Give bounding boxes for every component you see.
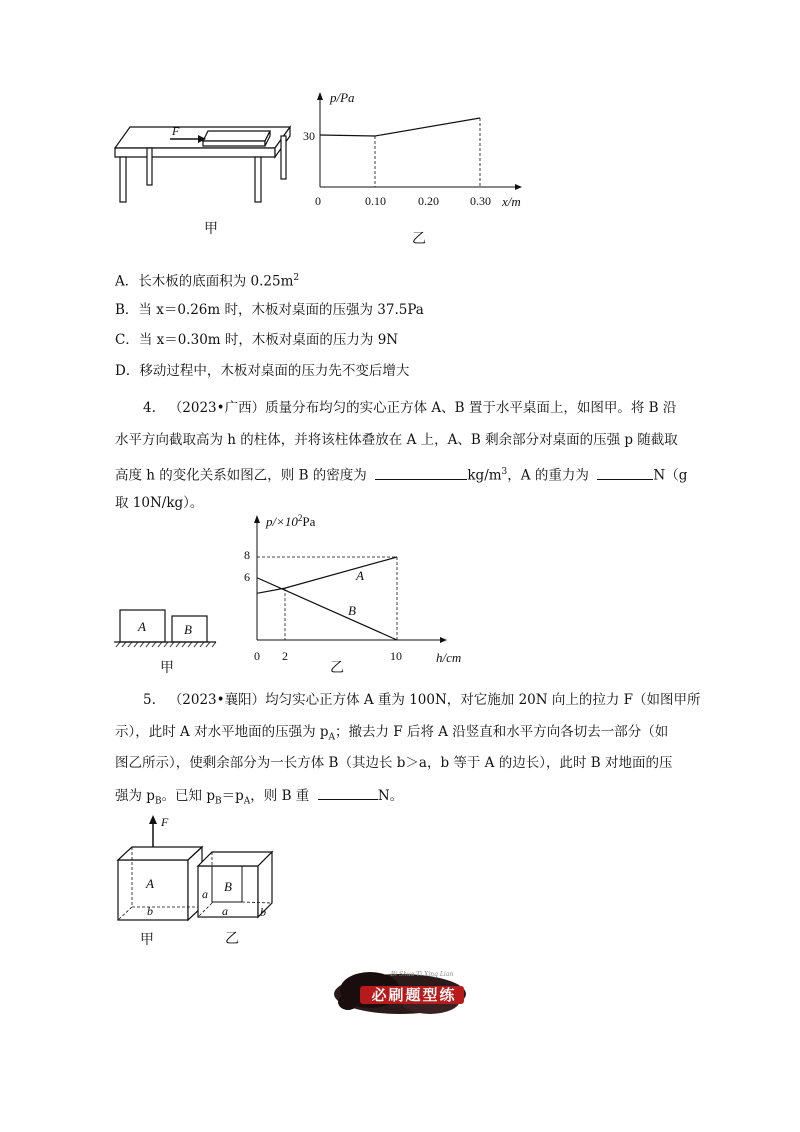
figure-caption: 甲 xyxy=(204,222,218,237)
edge-a-label: a xyxy=(222,904,228,918)
y-tick: 6 xyxy=(244,570,250,584)
question-5-line-2: 示），此时 A 对水平地面的压强为 $p_A$；撤去力 F 后将 A 沿竖直和水平方向各切去一部分（如 xyxy=(115,724,669,743)
edge-a-label: a xyxy=(202,887,208,901)
answer-blank xyxy=(597,465,653,480)
question-4-line-1: 4. （2023•广西）质量分布均匀的实心正方体 A、B 置于水平桌面上，如图甲。将 B 沿 xyxy=(143,400,677,416)
x-tick: 0.30 xyxy=(470,194,491,208)
blocks-figure xyxy=(112,606,222,678)
option-b: B．当 x＝0.26m 时，木板对桌面的压强为 37.5Pa xyxy=(115,302,424,318)
figure-caption: 乙 xyxy=(412,232,426,247)
table-figure xyxy=(100,115,300,250)
cuboid-b-label: B xyxy=(224,879,232,894)
block-a-label: A xyxy=(138,619,146,634)
pressure-displacement-graph xyxy=(300,88,540,248)
x-tick: 2 xyxy=(282,649,288,663)
y-axis-label: $p/\times 10^2Pa$ xyxy=(266,513,316,529)
question-4-line-2: 水平方向截取高为 h 的柱体，并将该柱体叠放在 A 上，A、B 剩余部分对桌面的压强 p 随截取 xyxy=(115,432,678,448)
x-tick: 0.20 xyxy=(418,194,439,208)
answer-blank xyxy=(375,465,467,480)
figure-caption: 乙 xyxy=(330,661,344,676)
y-tick: 30 xyxy=(303,129,315,143)
question-4-line-3: 高度 h 的变化关系如图乙，则 B 的密度为 $kg/m^3$，A 的重力为 N（g xyxy=(115,462,687,486)
series-line-b xyxy=(257,578,397,640)
edge-b-label: b xyxy=(260,905,266,919)
y-tick: 8 xyxy=(244,548,250,562)
series-line-a xyxy=(257,557,397,593)
option-d: D．移动过程中，木板对桌面的压力先不变后增大 xyxy=(115,363,410,379)
x-axis-label: x/m xyxy=(502,194,521,209)
answer-blank xyxy=(318,785,378,800)
cuboid-b-figure xyxy=(192,842,282,947)
edge-b-label: b xyxy=(147,904,153,918)
force-label: F xyxy=(172,124,180,138)
question-4-line-4: 取 10N/kg）。 xyxy=(115,495,204,511)
question-5-line-4: 强为 $p_B$。已知 $p_B=p_A$，则 B 重 N。 xyxy=(115,785,403,812)
line-b-label: B xyxy=(348,603,356,618)
figure-caption: 乙 xyxy=(225,932,239,947)
logo-text: 必刷题型练 xyxy=(371,986,457,1004)
force-label: F xyxy=(161,815,169,829)
option-a: A．长木板的底面积为 $0.25m^2$ xyxy=(115,273,300,290)
pressure-height-graph xyxy=(240,510,480,680)
x-axis-label: h/cm xyxy=(436,650,462,665)
question-5-line-1: 5. （2023•襄阳）均匀实心正方体 A 重为 100N，对它施加 20N 向上的拉力 F（如图甲所 xyxy=(143,692,701,708)
block-b-label: B xyxy=(184,622,192,637)
question-5-line-3: 图乙所示），使剩余部分为一长方体 B（其边长 b＞a，b 等于 A 的边长），此时 B 对地面的压 xyxy=(115,755,673,771)
line-a-label: A xyxy=(356,568,364,583)
x-tick: 10 xyxy=(390,649,402,663)
figure-caption: 甲 xyxy=(160,661,174,676)
cube-a-label: A xyxy=(146,876,154,891)
figure-caption: 甲 xyxy=(140,933,154,947)
x-tick: 0.10 xyxy=(365,194,386,208)
y-axis-label: p/Pa xyxy=(330,90,355,105)
logo-script: Bi Shua Ti Xing Lian xyxy=(390,971,454,978)
option-c: C．当 x＝0.30m 时，木板对桌面的压力为 9N xyxy=(115,332,399,348)
x-tick: 0 xyxy=(254,649,260,663)
brand-logo xyxy=(330,970,470,1018)
origin-label: 0 xyxy=(315,194,321,208)
